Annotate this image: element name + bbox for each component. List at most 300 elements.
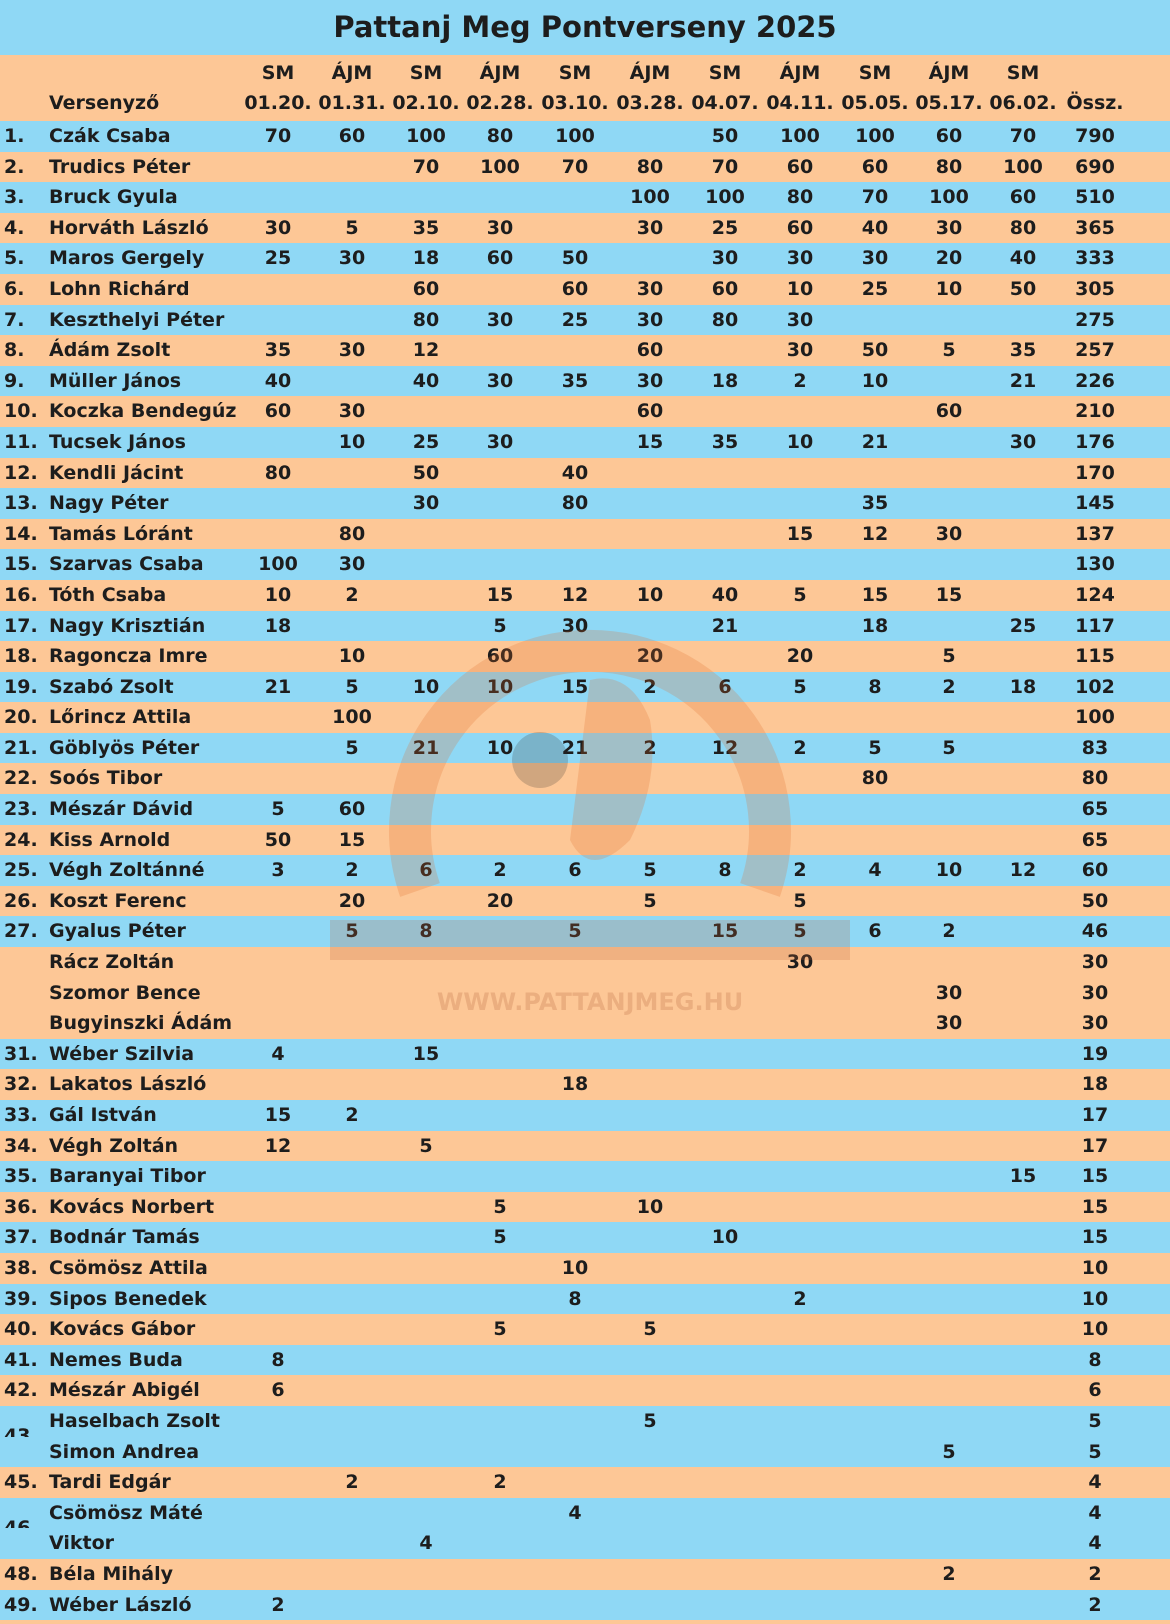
- player-name: Keszthelyi Péter: [49, 308, 225, 331]
- score-cell: 5: [793, 920, 807, 943]
- event-date-header: 03.10.: [541, 92, 609, 114]
- score-cell: 50: [711, 125, 739, 147]
- rank-cell: 18.: [4, 645, 38, 668]
- score-cell: 4: [568, 1501, 582, 1524]
- score-cell: 5: [345, 675, 359, 698]
- score-cell: 100: [630, 186, 670, 209]
- score-cell: 60: [486, 247, 514, 270]
- rank-cell: 37.: [4, 1226, 38, 1249]
- score-cell: 60: [338, 798, 366, 821]
- score-cell: 50: [561, 247, 589, 270]
- score-cell: 5: [643, 1409, 657, 1432]
- score-cell: 50: [412, 461, 440, 484]
- rank-cell: 1.: [4, 125, 25, 147]
- player-name: Ragoncza Imre: [49, 645, 208, 668]
- rank-cell: 10.: [4, 400, 38, 423]
- total-cell: 50: [1081, 889, 1109, 912]
- player-name: Nemes Buda: [49, 1348, 183, 1371]
- rank-cell: 49.: [4, 1593, 38, 1616]
- score-cell: 5: [493, 1195, 507, 1218]
- score-cell: 30: [412, 492, 440, 515]
- score-cell: 5: [793, 889, 807, 912]
- rank-cell: 15.: [4, 553, 38, 576]
- score-cell: 30: [264, 216, 292, 239]
- table-row: [0, 1314, 1170, 1345]
- score-cell: 3: [271, 859, 285, 882]
- event-date-header: 04.07.: [691, 92, 759, 114]
- total-column-header: Össz.: [1066, 92, 1124, 114]
- table-row: [0, 978, 1170, 1009]
- rank-cell: 9.: [4, 369, 25, 392]
- rank-cell: 35.: [4, 1165, 38, 1188]
- score-cell: 2: [793, 736, 807, 759]
- score-cell: 25: [711, 216, 739, 239]
- score-cell: 4: [271, 1042, 285, 1065]
- score-cell: 40: [861, 216, 889, 239]
- score-cell: 18: [1009, 675, 1037, 698]
- total-cell: 30: [1081, 1012, 1109, 1035]
- score-cell: 100: [780, 125, 820, 147]
- table-row: [0, 396, 1170, 427]
- score-cell: 12: [711, 736, 739, 759]
- player-name: Trudics Péter: [49, 155, 191, 178]
- total-cell: 333: [1075, 247, 1115, 270]
- total-cell: 65: [1081, 798, 1109, 821]
- table-header: [0, 55, 1170, 121]
- score-cell: 18: [711, 369, 739, 392]
- score-cell: 80: [486, 125, 514, 147]
- score-cell: 8: [568, 1287, 582, 1310]
- rank-cell: 48.: [4, 1562, 38, 1585]
- event-date-header: 05.05.: [841, 92, 909, 114]
- score-cell: 35: [861, 492, 889, 515]
- score-cell: 10: [786, 277, 814, 300]
- score-cell: 5: [493, 1226, 507, 1249]
- score-cell: 15: [636, 430, 664, 453]
- total-cell: 115: [1075, 645, 1115, 668]
- player-name: Szomor Bence: [49, 981, 201, 1004]
- score-cell: 60: [786, 216, 814, 239]
- score-cell: 30: [861, 247, 889, 270]
- table-row: [0, 274, 1170, 305]
- table-row: [0, 886, 1170, 917]
- rank-cell: 13.: [4, 492, 38, 515]
- table-row: [0, 794, 1170, 825]
- event-date-header: 02.28.: [466, 92, 534, 114]
- score-cell: 30: [636, 216, 664, 239]
- rank-cell: 36.: [4, 1195, 38, 1218]
- score-cell: 35: [264, 339, 292, 362]
- rank-cell: 19.: [4, 675, 38, 698]
- score-cell: 60: [264, 400, 292, 423]
- score-cell: 10: [338, 645, 366, 668]
- score-cell: 10: [711, 1226, 739, 1249]
- score-cell: 15: [486, 583, 514, 606]
- score-cell: 30: [338, 247, 366, 270]
- score-cell: 2: [793, 369, 807, 392]
- total-cell: 15: [1081, 1165, 1109, 1188]
- score-cell: 12: [561, 583, 589, 606]
- player-name: Haselbach Zsolt: [49, 1409, 220, 1432]
- score-cell: 40: [1009, 247, 1037, 270]
- score-cell: 30: [486, 308, 514, 331]
- score-cell: 8: [271, 1348, 285, 1371]
- score-cell: 30: [786, 339, 814, 362]
- rank-cell: 45.: [4, 1471, 38, 1494]
- score-cell: 5: [345, 736, 359, 759]
- player-name: Kovács Gábor: [49, 1318, 196, 1341]
- score-cell: 30: [338, 339, 366, 362]
- score-cell: 20: [338, 889, 366, 912]
- event-type-header: ÁJM: [629, 62, 671, 84]
- total-cell: 176: [1075, 430, 1115, 453]
- score-cell: 25: [264, 247, 292, 270]
- total-cell: 102: [1075, 675, 1115, 698]
- rank-cell: 12.: [4, 461, 38, 484]
- total-cell: 65: [1081, 828, 1109, 851]
- player-name: Horváth László: [49, 216, 209, 239]
- table-row: [0, 1375, 1170, 1406]
- table-row: [0, 182, 1170, 213]
- score-cell: 15: [935, 583, 963, 606]
- total-cell: 210: [1075, 400, 1115, 423]
- table-row: [0, 519, 1170, 550]
- score-cell: 6: [868, 920, 882, 943]
- score-cell: 15: [264, 1104, 292, 1126]
- score-cell: 8: [868, 675, 882, 698]
- table-row: [0, 549, 1170, 580]
- event-type-header: SM: [1006, 62, 1040, 84]
- player-name: Mészár Dávid: [49, 798, 194, 821]
- event-date-header: 01.31.: [318, 92, 386, 114]
- score-cell: 100: [406, 125, 446, 147]
- rank-cell: 2.: [4, 155, 25, 178]
- table-row: [0, 152, 1170, 183]
- total-cell: 4: [1088, 1471, 1102, 1494]
- score-cell: 30: [636, 277, 664, 300]
- score-cell: 6: [568, 859, 582, 882]
- player-name: Mészár Abigél: [49, 1379, 200, 1402]
- score-cell: 12: [861, 522, 889, 545]
- table-row: [0, 305, 1170, 336]
- score-cell: 2: [493, 1471, 507, 1494]
- score-cell: 20: [636, 645, 664, 668]
- table-row: [0, 1069, 1170, 1100]
- score-cell: 60: [636, 339, 664, 362]
- rank-cell: 11.: [4, 430, 38, 453]
- player-name: Szabó Zsolt: [49, 675, 174, 698]
- score-cell: 20: [786, 645, 814, 668]
- score-cell: 15: [711, 920, 739, 943]
- rank-cell: 42.: [4, 1379, 38, 1402]
- score-cell: 5: [643, 1318, 657, 1341]
- total-cell: 124: [1075, 583, 1115, 606]
- event-date-header: 01.20.: [244, 92, 312, 114]
- score-cell: 8: [419, 920, 433, 943]
- score-cell: 30: [935, 1012, 963, 1035]
- table-row: [0, 611, 1170, 642]
- score-cell: 100: [480, 155, 520, 178]
- player-name: Kiss Arnold: [49, 828, 171, 851]
- score-cell: 6: [718, 675, 732, 698]
- player-name: Tardi Edgár: [49, 1471, 171, 1494]
- score-cell: 30: [486, 369, 514, 392]
- score-cell: 30: [935, 216, 963, 239]
- score-cell: 50: [1009, 277, 1037, 300]
- rank-cell: 4.: [4, 216, 25, 239]
- player-name: Ádám Zsolt: [49, 339, 171, 362]
- rank-cell: 39.: [4, 1287, 38, 1310]
- player-name: Lőrincz Attila: [49, 706, 192, 729]
- score-cell: 10: [786, 430, 814, 453]
- score-cell: 30: [486, 430, 514, 453]
- score-cell: 80: [786, 186, 814, 209]
- player-name: Végh Zoltánné: [49, 859, 205, 882]
- score-cell: 12: [264, 1134, 292, 1157]
- score-cell: 35: [711, 430, 739, 453]
- score-cell: 2: [345, 859, 359, 882]
- score-cell: 10: [636, 1195, 664, 1218]
- player-name: Maros Gergely: [49, 247, 205, 270]
- total-cell: 17: [1081, 1134, 1109, 1157]
- table-row: [0, 488, 1170, 519]
- total-cell: 790: [1075, 125, 1115, 147]
- player-name: Lakatos László: [49, 1073, 207, 1096]
- score-cell: 5: [345, 920, 359, 943]
- event-date-header: 03.28.: [616, 92, 684, 114]
- score-cell: 80: [861, 767, 889, 790]
- score-cell: 10: [486, 675, 514, 698]
- total-cell: 10: [1081, 1318, 1109, 1341]
- table-row: [0, 1131, 1170, 1162]
- total-cell: 6: [1088, 1379, 1102, 1402]
- rank-cell: 23.: [4, 798, 38, 821]
- score-cell: 2: [793, 1287, 807, 1310]
- total-cell: 60: [1081, 859, 1109, 882]
- rank-cell: 25.: [4, 859, 38, 882]
- score-cell: 60: [861, 155, 889, 178]
- rank-cell: 16.: [4, 583, 38, 606]
- total-cell: 365: [1075, 216, 1115, 239]
- table-row: [0, 1406, 1170, 1437]
- event-type-header: ÁJM: [479, 62, 521, 84]
- table-row: [0, 702, 1170, 733]
- score-cell: 60: [935, 125, 963, 147]
- score-cell: 30: [711, 247, 739, 270]
- score-cell: 30: [786, 951, 814, 974]
- total-cell: 5: [1088, 1409, 1102, 1432]
- player-column-header: Versenyző: [49, 92, 160, 114]
- table-row: [0, 1467, 1170, 1498]
- total-cell: 100: [1075, 706, 1115, 729]
- score-cell: 18: [264, 614, 292, 637]
- total-cell: 83: [1081, 736, 1109, 759]
- score-cell: 10: [561, 1256, 589, 1279]
- score-cell: 30: [636, 369, 664, 392]
- score-cell: 80: [264, 461, 292, 484]
- score-cell: 10: [636, 583, 664, 606]
- score-cell: 100: [929, 186, 969, 209]
- event-type-header: ÁJM: [779, 62, 821, 84]
- score-cell: 100: [855, 125, 895, 147]
- score-cell: 21: [1009, 369, 1037, 392]
- table-row: [0, 1161, 1170, 1192]
- event-date-header: 04.11.: [766, 92, 834, 114]
- total-cell: 5: [1088, 1440, 1102, 1463]
- rank-cell: 14.: [4, 522, 38, 545]
- event-date-header: 02.10.: [392, 92, 460, 114]
- event-type-header: SM: [708, 62, 742, 84]
- score-cell: 5: [942, 645, 956, 668]
- rank-cell: 5.: [4, 247, 25, 270]
- player-name: Gyalus Péter: [49, 920, 186, 943]
- total-cell: 137: [1075, 522, 1115, 545]
- table-row: [0, 1192, 1170, 1223]
- score-cell: 25: [412, 430, 440, 453]
- total-cell: 18: [1081, 1073, 1109, 1096]
- score-cell: 70: [861, 186, 889, 209]
- score-cell: 60: [1009, 186, 1037, 209]
- score-cell: 30: [1009, 430, 1037, 453]
- player-name: Lohn Richárd: [49, 277, 190, 300]
- player-name: Nagy Péter: [49, 492, 169, 515]
- rank-cell: 31.: [4, 1042, 38, 1065]
- player-name: Göblyös Péter: [49, 736, 200, 759]
- total-cell: 30: [1081, 951, 1109, 974]
- total-cell: 10: [1081, 1287, 1109, 1310]
- player-name: Béla Mihály: [49, 1562, 173, 1585]
- player-name: Nagy Krisztián: [49, 614, 206, 637]
- event-type-header: SM: [558, 62, 592, 84]
- score-cell: 30: [786, 308, 814, 331]
- score-cell: 25: [1009, 614, 1037, 637]
- rank-cell: 7.: [4, 308, 25, 331]
- score-cell: 35: [561, 369, 589, 392]
- player-name: Bodnár Tamás: [49, 1226, 200, 1249]
- score-cell: 15: [1009, 1165, 1037, 1188]
- score-cell: 2: [643, 675, 657, 698]
- event-type-header: SM: [261, 62, 295, 84]
- table-row: [0, 427, 1170, 458]
- score-cell: 35: [412, 216, 440, 239]
- total-cell: 117: [1075, 614, 1115, 637]
- player-name: Czák Csaba: [49, 125, 171, 147]
- total-cell: 275: [1075, 308, 1115, 331]
- player-name: Tucsek János: [49, 430, 186, 453]
- total-cell: 257: [1075, 339, 1115, 362]
- player-name: Gál István: [49, 1104, 157, 1126]
- table-row: [0, 1498, 1170, 1529]
- table-row: [0, 458, 1170, 489]
- score-cell: 2: [643, 736, 657, 759]
- score-cell: 40: [264, 369, 292, 392]
- total-cell: 46: [1081, 920, 1109, 943]
- score-cell: 80: [935, 155, 963, 178]
- event-date-header: 06.02.: [989, 92, 1057, 114]
- table-row: [0, 1528, 1170, 1559]
- score-cell: 5: [643, 859, 657, 882]
- score-cell: 2: [942, 675, 956, 698]
- score-cell: 2: [493, 859, 507, 882]
- score-cell: 6: [419, 859, 433, 882]
- score-cell: 30: [935, 981, 963, 1004]
- page-title: Pattanj Meg Pontverseny 2025: [0, 0, 1170, 55]
- score-cell: 30: [338, 400, 366, 423]
- score-cell: 18: [561, 1073, 589, 1096]
- score-cell: 80: [561, 492, 589, 515]
- score-cell: 100: [332, 706, 372, 729]
- table-row: [0, 243, 1170, 274]
- score-cell: 2: [942, 920, 956, 943]
- score-cell: 10: [412, 675, 440, 698]
- score-cell: 5: [419, 1134, 433, 1157]
- player-name: Wéber Szilvia: [49, 1042, 195, 1065]
- score-cell: 5: [271, 798, 285, 821]
- table-row: [0, 1284, 1170, 1315]
- score-cell: 21: [861, 430, 889, 453]
- score-cell: 60: [486, 645, 514, 668]
- total-cell: 170: [1075, 461, 1115, 484]
- score-cell: 60: [935, 400, 963, 423]
- rank-cell: 20.: [4, 706, 38, 729]
- player-name: Kendli Jácint: [49, 461, 184, 484]
- score-cell: 15: [412, 1042, 440, 1065]
- score-cell: 2: [942, 1562, 956, 1585]
- score-cell: 70: [1009, 125, 1037, 147]
- score-cell: 100: [258, 553, 298, 576]
- score-cell: 6: [271, 1379, 285, 1402]
- table-row: [0, 366, 1170, 397]
- score-cell: 40: [561, 461, 589, 484]
- score-cell: 30: [486, 216, 514, 239]
- total-cell: 15: [1081, 1195, 1109, 1218]
- score-cell: 5: [493, 614, 507, 637]
- player-name: Koszt Ferenc: [49, 889, 187, 912]
- score-cell: 21: [711, 614, 739, 637]
- score-cell: 35: [1009, 339, 1037, 362]
- table-row: [0, 1437, 1170, 1468]
- rank-cell: 40.: [4, 1318, 38, 1341]
- event-type-header: ÁJM: [331, 62, 373, 84]
- score-cell: 12: [1009, 859, 1037, 882]
- score-cell: 10: [264, 583, 292, 606]
- score-cell: 20: [486, 889, 514, 912]
- score-cell: 10: [935, 859, 963, 882]
- score-cell: 5: [793, 675, 807, 698]
- score-cell: 15: [561, 675, 589, 698]
- score-cell: 60: [338, 125, 366, 147]
- score-cell: 5: [643, 889, 657, 912]
- score-cell: 30: [636, 308, 664, 331]
- score-cell: 8: [718, 859, 732, 882]
- score-cell: 5: [942, 1440, 956, 1463]
- player-name: Bugyinszki Ádám: [49, 1012, 233, 1035]
- score-cell: 5: [868, 736, 882, 759]
- player-name: Müller János: [49, 369, 182, 392]
- player-name: Csömösz Máté: [49, 1501, 203, 1524]
- score-cell: 5: [793, 583, 807, 606]
- player-name: Bruck Gyula: [49, 186, 178, 209]
- rank-cell: 6.: [4, 277, 25, 300]
- total-cell: 80: [1081, 767, 1109, 790]
- score-cell: 70: [264, 125, 292, 147]
- watermark-url: WWW.PATTANJMEG.HU: [436, 988, 744, 1016]
- score-cell: 60: [711, 277, 739, 300]
- score-cell: 5: [568, 920, 582, 943]
- total-cell: 510: [1075, 186, 1115, 209]
- player-name: Viktor: [49, 1532, 115, 1555]
- total-cell: 690: [1075, 155, 1115, 178]
